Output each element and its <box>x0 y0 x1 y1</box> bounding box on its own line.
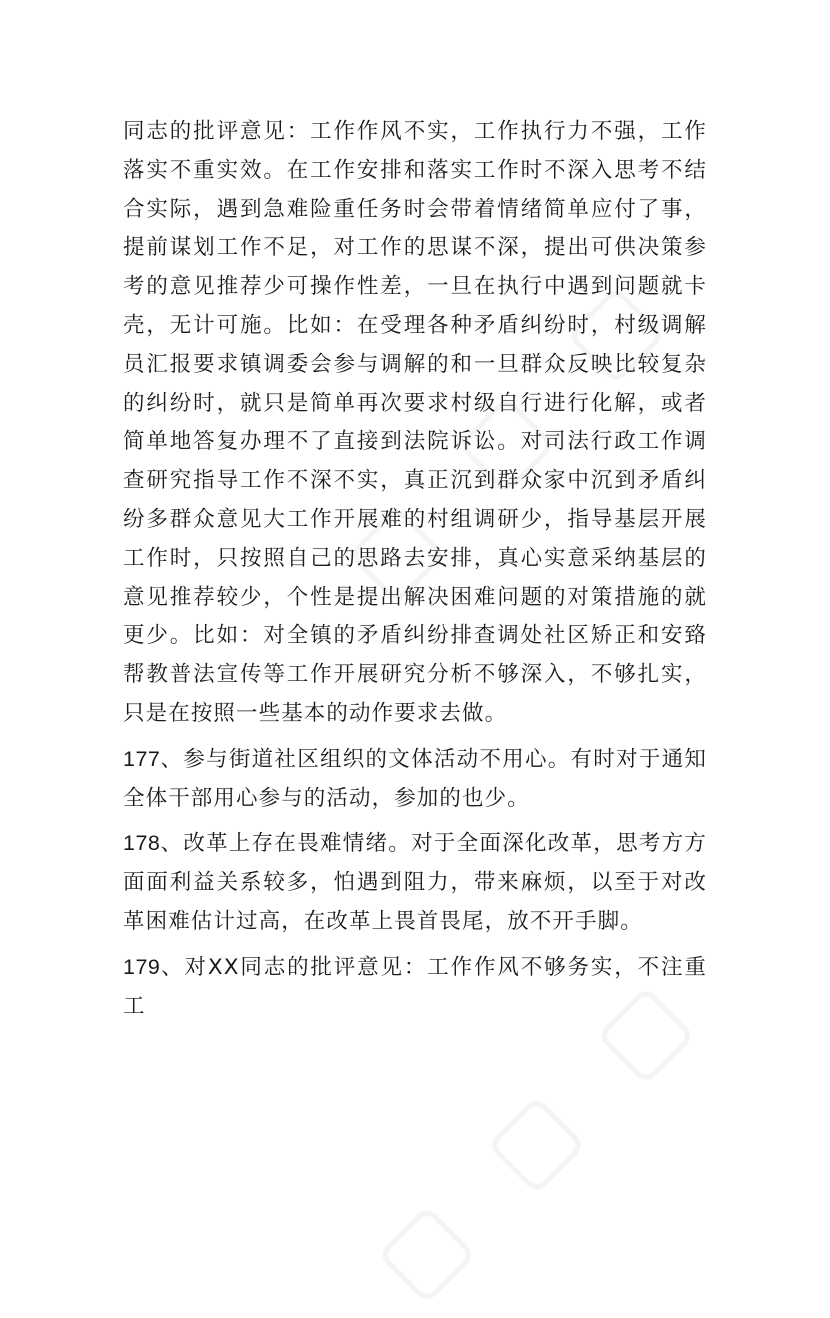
paragraph-text: 、参与街道社区组织的文体活动不用心。有时对于通知全体干部用心参与的活动，参加的也少。 <box>123 746 707 811</box>
paragraph-text: 同志的批评意见：工作作风不实，工作执行力不强，工作落实不重实效。在工作安排和落实工作时不深入思考不结合实际，遇到急难险重任务时会带着情绪简单应付了事，提前谋划工作不足，对工作的思谋不深，提出可供决策参考的意见推荐少可操作性差，一旦在执行中遇到问题就卡壳，无计可施。比如：在受理各种矛盾纠纷时，村级调解员汇报要求镇调委会参与调解的和一旦群众反映比较复杂的纠纷时，就只是简单再次要求村级自行进行化解，或者简单地答复办理不了直接到法院诉讼。对司法行政工作调查研究指导工作不深不实，真正沉到群众家中沉到矛盾纠纷多群众意见大工作开展难的村组调研少，指导基层开展工作时，只按照自己的思路去安排，真心实意采纳基层的意见推荐较少，个性是提出解决困难问题的对策措施的就更少。比如：对全镇的矛盾纠纷排查调处社区矫正和安臵帮教普法宣传等工作开展研究分析不够深入，不够扎实，只是在按照一些基本的动作要求去做。 <box>123 119 707 726</box>
document-body <box>123 112 707 1032</box>
paragraph-text: 、改革上存在畏难情绪。对于全面深化改革，思考方方面面利益关系较多，怕遇到阻力，带来麻烦，以至于对改革困难估计过高，在改革上畏首畏尾，放不开手脚。 <box>123 831 707 934</box>
paragraph-text: 、对XX同志的批评意见：工作作风不够务实，不注重工 <box>123 954 707 1019</box>
paragraph-number: 178 <box>123 831 161 856</box>
paragraph-number: 179 <box>123 954 161 979</box>
paragraph-178 <box>123 824 707 941</box>
paragraph-179 <box>123 948 707 1027</box>
paragraph-177 <box>123 740 707 819</box>
paragraph-number: 177 <box>123 746 161 771</box>
paragraph-176-continued <box>123 112 707 734</box>
